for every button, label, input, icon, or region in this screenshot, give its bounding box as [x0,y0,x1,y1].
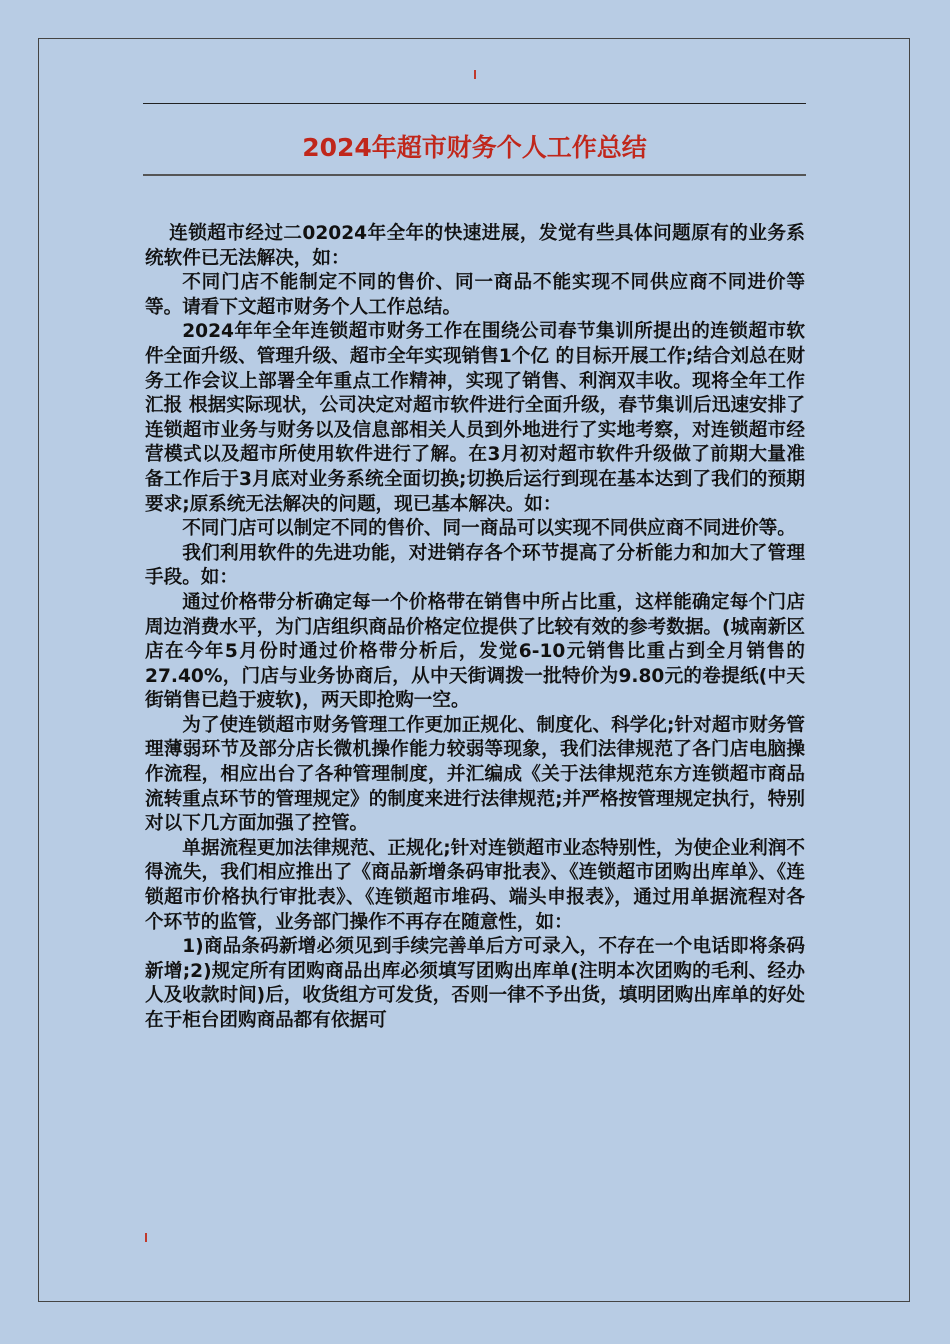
paragraph: 我们利用软件的先进功能，对进销存各个环节提高了分析能力和加大了管理手段。如： [145,542,805,589]
document-body [145,222,805,1034]
paragraph: 2024年年全年连锁超市财务工作在围绕公司春节集训所提出的连锁超市软件全面升级、管理升级、超市全年实现销售1个亿 的目标开展工作;结合刘总在财务工作会议上部署全年重点工作精神，实现了销售、利润双丰收。现将全年工作汇报 根据实际现状，公司决定对超市软件进行全面升级，春节集训后迅速安排了连锁超市业务与财务以及信息部相关人员到外地进行了实地考察，对连锁超市经营模式以及超市所使用软件进行了解。在3月初对超市软件升级做了前期大量准备工作后于3月底对业务系统全面切换;切换后运行到现在基本达到了我们的预期要求;原系统无法解决的问题，现已基本解决。如： [145,321,805,515]
paragraph: 不同门店可以制定不同的售价、同一商品可以实现不同供应商不同进价等。 [182,518,796,540]
paragraph: 1)商品条码新增必须见到手续完善单后方可录入，不存在一个电话即将条码新增;2)规定所有团购商品出库必须填写团购出库单(注明本次团购的毛利、经办人及收款时间)后，收货组方可发货，否则一律不予出货，填明团购出库单的好处在于柜台团购商品都有依据可 [145,936,805,1031]
header-divider [143,103,806,104]
paragraph: 为了使连锁超市财务管理工作更加正规化、制度化、科学化;针对超市财务管理薄弱环节及部分店长微机操作能力较弱等现象，我们法律规范了各门店电脑操作流程，相应出台了各种管理制度，并汇编成《关于法律规范东方连锁超市商品流转重点环节的管理规定》的制度来进行法律规范;并严格按管理规定执行，特别对以下几方面加强了控管。 [145,714,805,835]
paragraph: 通过价格带分析确定每一个价格带在销售中所占比重，这样能确定每个门店周边消费水平，为门店组织商品价格定位提供了比较有效的参考数据。(城南新区店在今年5月份时通过价格带分析后，发觉6-10元销售比重占到全月销售的27.40%，门店与业务协商后，从中天街调拨一批特价为9.80元的卷提纸(中天街销售已趋于疲软)，两天即抢购一空。 [145,591,805,712]
paragraph: 单据流程更加法律规范、正规化;针对连锁超市业态特别性，为使企业利润不得流失，我们相应推出了《商品新增条码审批表》、《连锁超市团购出库单》、《连锁超市价格执行审批表》、《连锁超市堆码、端头申报表》，通过用单据流程对各个环节的监管，业务部门操作不再存在随意性，如： [145,837,805,933]
footer-mark [145,1233,147,1242]
header-mark [474,70,476,79]
title-divider [143,174,806,176]
paragraph: 不同门店不能制定不同的售价、同一商品不能实现不同供应商不同进价等等。请看下文超市财务个人工作总结。 [145,272,805,318]
paragraph: 连锁超市经过二02024年全年的快速进展，发觉有些具体问题原有的业务系统软件已无法解决，如： [145,223,805,269]
document-title: 2024年超市财务个人工作总结 [302,133,647,162]
